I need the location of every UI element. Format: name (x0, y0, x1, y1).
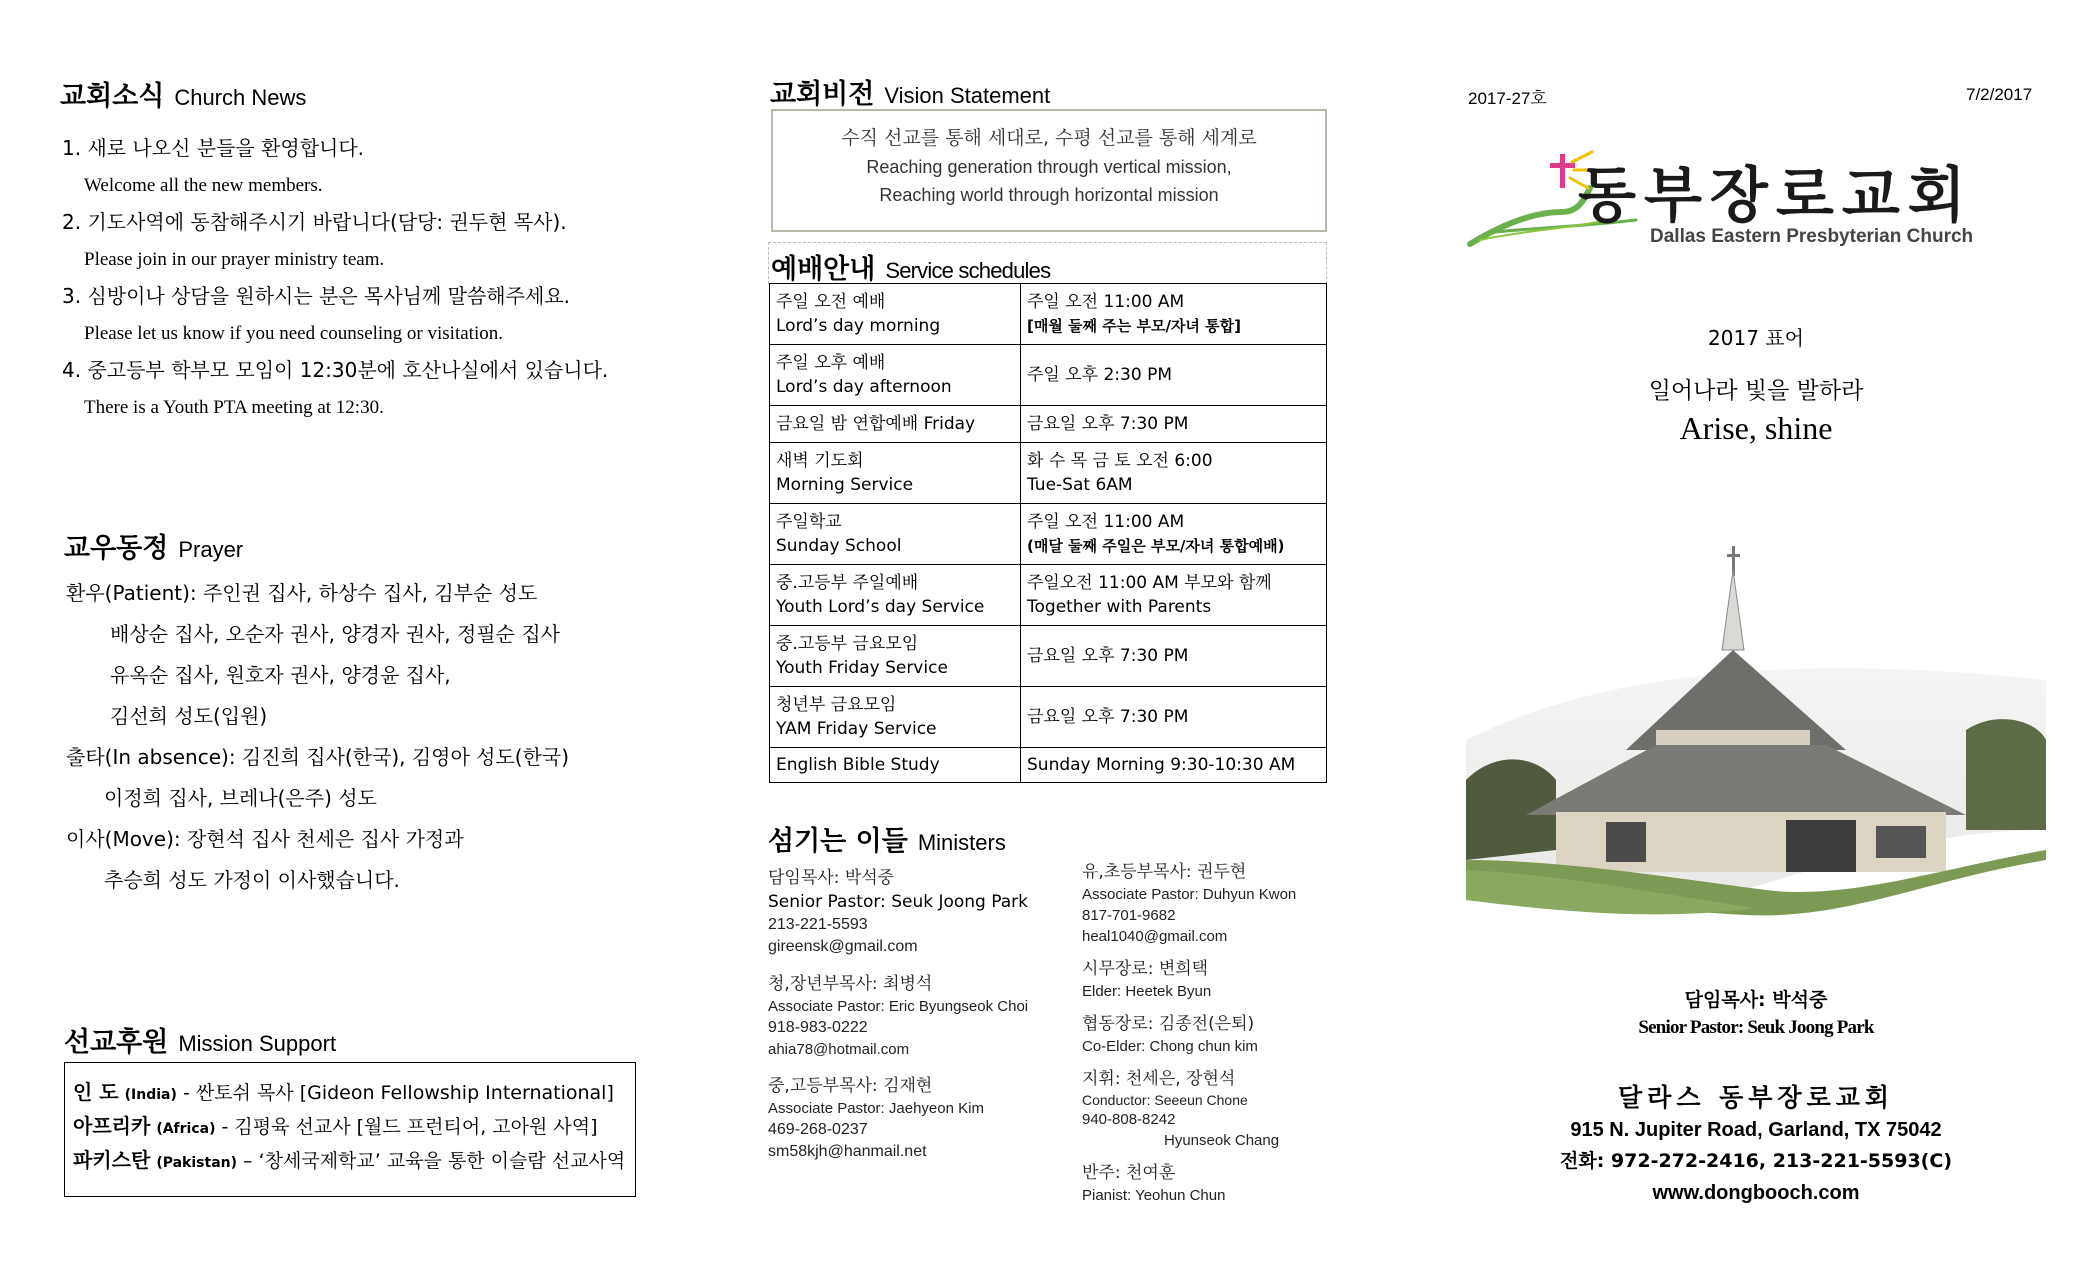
table-row: 중.고등부 금요모임 Youth Friday Service 금요일 오후 7:30 PM (770, 626, 1327, 687)
logo-korean-name: 동부장로교회 (1578, 161, 1974, 231)
table-row: 중.고등부 주일예배 Youth Lord’s day Service 주일오전 11:00 AM 부모와 함께 Together with Parents (770, 565, 1327, 626)
table-row: 청년부 금요모임 YAM Friday Service 금요일 오후 7:30 PM (770, 687, 1327, 748)
ministers-heading: 섬기는 이들 Ministers (768, 826, 1006, 857)
prayer-line: 이정희 집사, 브레나(은주) 성도 (104, 786, 377, 810)
mission-heading: 선교후원 Mission Support (64, 1027, 337, 1058)
service-schedule-heading: 예배안내 Service schedules (768, 242, 1327, 284)
prayer-line: 출타(In absence): 김진희 집사(한국), 김영아 성도(한국) (66, 745, 570, 769)
church-building-photo (1466, 530, 2046, 920)
news-item: 2. 기도사역에 동참해주시기 바랍니다(담당: 권두현 목사). Please join in our prayer ministry team. (62, 210, 567, 270)
church-name-korean: 달라스 동부장로교회 (1617, 1083, 1895, 1112)
prayer-line: 환우(Patient): 주인권 집사, 하상수 집사, 김부순 성도 (66, 581, 538, 605)
table-row: 금요일 밤 연합예배 Friday 금요일 오후 7:30 PM (770, 406, 1327, 443)
service-schedule-table (769, 283, 1327, 783)
mission-item-pakistan: 파키스탄 (Pakistan) – ‘창세국제학교’ 교육을 통한 이슬람 선교사역 (73, 1148, 626, 1172)
prayer-line: 추승희 성도 가정이 이사했습니다. (104, 868, 400, 892)
church-building-icon (1466, 530, 2046, 920)
prayer-line: 김선희 성도(입원) (110, 704, 268, 728)
table-row: 새벽 기도회 Morning Service 화 수 목 금 토 오전 6:00 Tue-Sat 6AM (770, 443, 1327, 504)
church-news-list (62, 130, 702, 426)
news-item: 3. 심방이나 상담을 원하시는 분은 목사님께 말씀해주세요. Please let us know if you need counseling or visitation. (62, 284, 570, 344)
mission-support-box (64, 1062, 636, 1197)
vision-heading: 교회비전 Vision Statement (770, 79, 1051, 110)
table-row: 주일 오후 예배 Lord’s day afternoon 주일 오후 2:30 PM (770, 345, 1327, 406)
mission-item-africa: 아프리카 (Africa) - 김평육 선교사 [월드 프런티어, 고아원 사역] (73, 1114, 598, 1138)
senior-pastor-korean: 담임목사: 박석중 (1684, 989, 1828, 1011)
news-item: 4. 중고등부 학부모 모임이 12:30분에 호산나실에서 있습니다. There is a Youth PTA meeting at 12:30. (62, 358, 609, 418)
prayer-line: 이사(Move): 장현석 집사 천세은 집사 가정과 (66, 827, 464, 851)
prayer-heading: 교우동정 Prayer (64, 533, 244, 564)
prayer-list (66, 573, 706, 901)
church-phone: 전화: 972-272-2416, 213-221-5593(C) (1559, 1150, 1952, 1172)
vision-statement-box: 수직 선교를 통해 세대로, 수평 선교를 통해 세계로 Reaching generation through vertical mission, Reaching world through horizontal mission (771, 109, 1327, 232)
theme-year: 2017 표어 (1708, 326, 1804, 350)
church-address: 915 N. Jupiter Road, Garland, TX 75042 (1570, 1119, 1942, 1141)
church-website-link[interactable]: www.dongbooch.com (1652, 1182, 1860, 1204)
senior-pastor-english: Senior Pastor: Seuk Joong Park (1638, 1017, 1874, 1038)
church-logo (1466, 140, 1976, 250)
prayer-line: 유옥순 집사, 원호자 권사, 양경윤 집사, (110, 663, 451, 687)
theme-english: Arise, shine (1679, 410, 1833, 446)
table-row: English Bible Study Sunday Morning 9:30-10:30 AM (770, 748, 1327, 783)
ministers-right-column: 유,초등부목사: 권두현 Associate Pastor: Duhyun Kwon 817-701-9682 heal1040@gmail.com 시무장로: 변희택 Elder: Heetek Byun 협동장로: 김종전(은퇴) Co-Elder: Chong chun kim 지휘: 천세은, 장현석 Conductor: Seeeun Chone 940-808-8242 Hyunseok Chang 반주: 천여훈 Pianist: Yeohun Chun (1082, 862, 1297, 1204)
issue-date: 7/2/2017 (1966, 85, 2033, 104)
church-news-heading: 교회소식 Church News (60, 81, 307, 112)
logo-english-name: Dallas Eastern Presbyterian Church (1650, 226, 1974, 247)
prayer-line: 배상순 집사, 오순자 권사, 양경자 권사, 정필순 집사 (110, 622, 560, 646)
ministers-left-column: 담임목사: 박석중 Senior Pastor: Seuk Joong Park 213-221-5593 gireensk@gmail.com 청,장년부목사: 최병석 Associate Pastor: Eric Byungseok Choi 918-983-0222 ahia78@hotmail.com 중,고등부목사: 김재현 Associate Pastor: Jaehyeon Kim 469-268-0237 sm58kjh@hanmail.net (768, 868, 1029, 1160)
table-row: 주일학교 Sunday School 주일 오전 11:00 AM (매달 둘째 주일은 부모/자녀 통합예배) (770, 504, 1327, 565)
theme-korean: 일어나라 빛을 발하라 (1648, 378, 1864, 404)
issue-number: 2017-27호 (1468, 89, 1547, 108)
mission-item-india: 인 도 (India) - 싼토쉬 목사 [Gideon Fellowship International] (73, 1080, 614, 1104)
news-item: 1. 새로 나오신 분들을 환영합니다. Welcome all the new members. (62, 136, 365, 196)
table-row: 주일 오전 예배 Lord’s day morning 주일 오전 11:00 AM [매월 둘째 주는 부모/자녀 통합] (770, 284, 1327, 345)
